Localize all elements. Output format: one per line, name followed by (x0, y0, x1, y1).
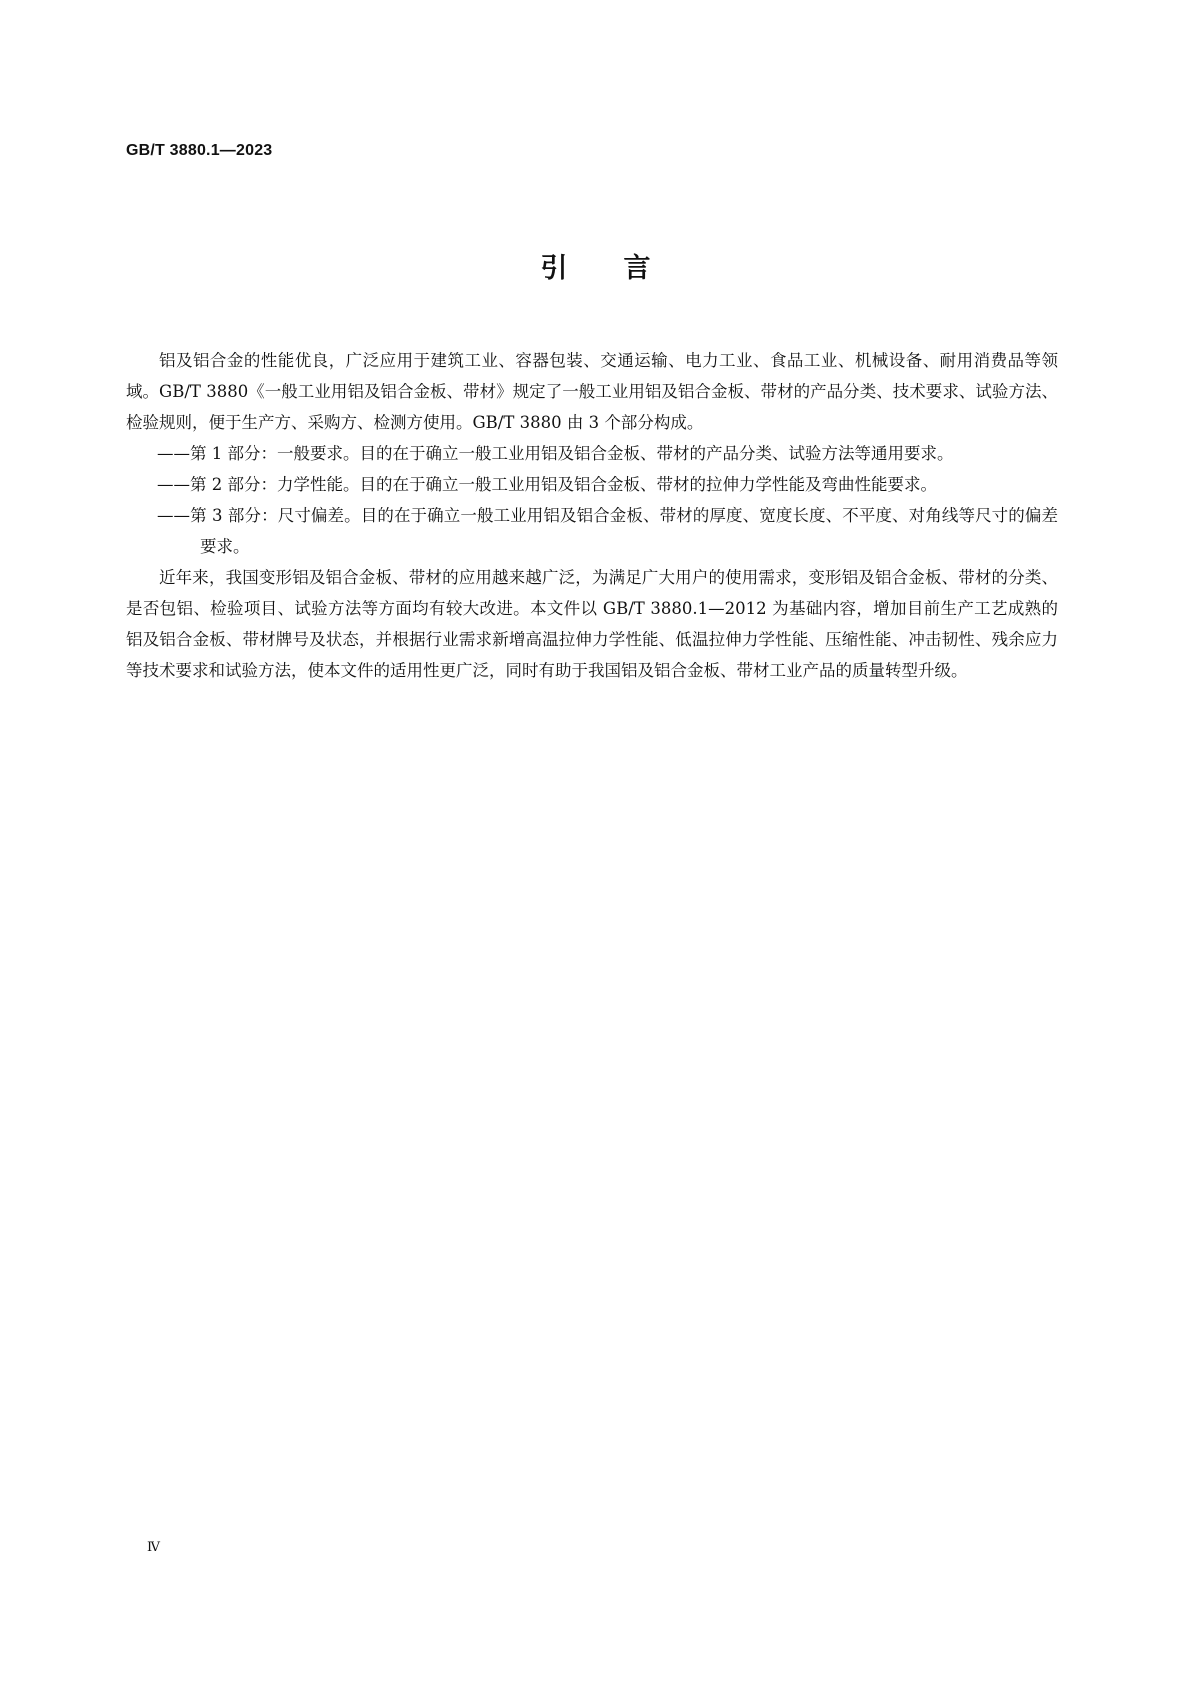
page-title: 引言 (540, 253, 707, 284)
document-body (126, 345, 1058, 686)
list-item: ——第 2 部分：力学性能。目的在于确立一般工业用铝及铝合金板、带材的拉伸力学性能及弯曲性能要求。 (157, 475, 937, 494)
page-number: Ⅳ (147, 1540, 160, 1555)
list-item: ——第 3 部分：尺寸偏差。目的在于确立一般工业用铝及铝合金板、带材的厚度、宽度长度、不平度、对角线等尺寸的偏差要求。 (157, 506, 1058, 556)
standard-code: GB/T 3880.1—2023 (126, 142, 273, 159)
closing-paragraph: 近年来，我国变形铝及铝合金板、带材的应用越来越广泛，为满足广大用户的使用需求，变形铝及铝合金板、带材的分类、是否包铝、检验项目、试验方法等方面均有较大改进。本文件以 GB/T 3880.1—2012 为基础内容，增加目前生产工艺成熟的铝及铝合金板、带材牌号及状态，并根据行业需求新增高温拉伸力学性能、低温拉伸力学性能、压缩性能、冲击韧性、残余应力等技术要求和试验方法，使本文件的适用性更广泛，同时有助于我国铝及铝合金板、带材工业产品的质量转型升级。 (126, 568, 1058, 680)
intro-paragraph: 铝及铝合金的性能优良，广泛应用于建筑工业、容器包装、交通运输、电力工业、食品工业、机械设备、耐用消费品等领域。GB/T 3880《一般工业用铝及铝合金板、带材》规定了一般工业用铝及铝合金板、带材的产品分类、技术要求、试验方法、检验规则，便于生产方、采购方、检测方使用。GB/T 3880 由 3 个部分构成。 (126, 351, 1058, 432)
list-item: ——第 1 部分：一般要求。目的在于确立一般工业用铝及铝合金板、带材的产品分类、试验方法等通用要求。 (157, 444, 954, 463)
parts-list (126, 438, 1058, 562)
